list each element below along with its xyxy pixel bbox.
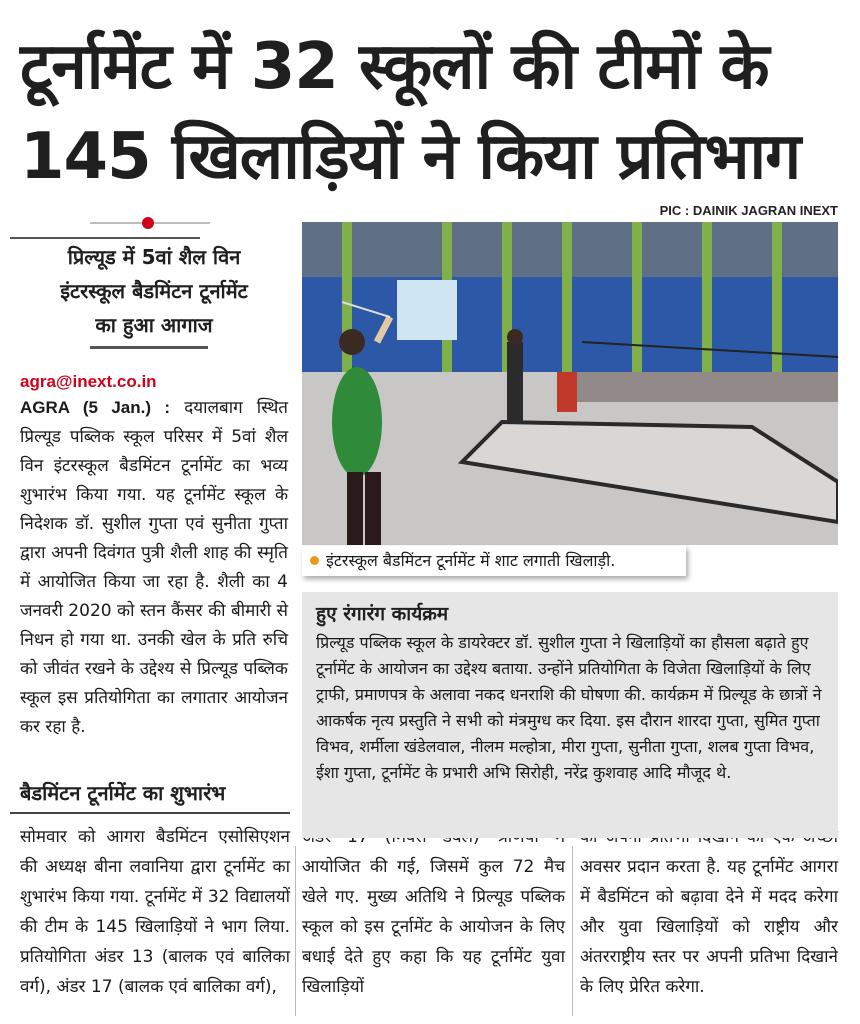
subheadline — [20, 240, 288, 342]
intro-text: दयालबाग स्थित प्रिल्यूड पब्लिक स्कूल परिसर में 5वां शैल विन इंटरस्कूल बैडमिंटन टूर्नामेंट का भव्य शुभारंभ किया गया. यह टूर्नामेंट स्कूल के निदेशक डॉ. सुशील गुप्ता एवं सुनीता गुप्ता द्वारा अपनी दिवंगत पुत्री शैली शाह की स्मृति में आयोजित किया जा रहा है. शैली का 4 जनवरी 2020 को स्तन कैंसर की बीमारी से निधन हो गया था. उनकी खेल के प्रति रुचि को जीवंत रखने के उद्देश्य से प्रिल्यूड पब्लिक स्कूल इस प्रतियोगिता का लगातार आयोजन कर रहा है. — [20, 398, 288, 737]
column-divider — [295, 846, 296, 1016]
bullet-icon — [310, 556, 319, 565]
events-box — [302, 592, 838, 838]
red-dot-icon — [142, 217, 154, 229]
events-box-title: हुए रंगारंग कार्यक्रम — [316, 603, 449, 625]
email-link[interactable]: agra@inext.co.in — [20, 372, 157, 391]
headline-line-1: टूर्नामेंट में 32 स्कूलों की टीमों के — [20, 30, 769, 104]
column-divider — [572, 846, 573, 1016]
body-column-1: सोमवार को आगरा बैडमिंटन एसोसिएशन की अध्यक्ष बीना लवानिया द्वारा टूर्नामेंट का शुभारंभ किया गया. टूर्नामेंट में 32 विद्यालयों की टीम के 145 खिलाड़ियों ने भाग लिया. प्रतियोगिता अंडर 13 (बालक एवं बालिका वर्ग), अंडर 17 (बालक एवं बालिका वर्ग), — [20, 827, 290, 997]
events-box-text: प्रिल्यूड पब्लिक स्कूल के डायरेक्टर डॉ. सुशील गुप्ता ने खिलाड़ियों का हौसला बढ़ाते हुए टूर्नामेंट के आयोजन का उद्देश्य बताया. उन्होंने प्रतियोगिता के विजेता खिलाड़ियों के लिए ट्राफी, प्रमाणपत्र के अलावा नकद धनराशि की घोषणा की. कार्यक्रम में प्रिल्यूड के छात्रों ने आकर्षक नृत्य प्रस्तुति ने सभी को मंत्रमुग्ध कर दिया. इस दौरान शारदा गुप्ता, सुमित गुप्ता विभव, शर्मीला खंडेलवाल, नीलम मल्होत्रा, मीरा गुप्ता, सुनीता गुप्ता, शलब गुप्ता विभव, ईशा गुप्ता, टूर्नामेंट के प्रभारी अभि सिरोही, नरेंद्र कुशवाह आदि मौजूद थे. — [316, 633, 822, 782]
badminton-photo — [302, 222, 838, 545]
section-heading: बैडमिंटन टूर्नामेंट का शुभारंभ — [20, 781, 226, 805]
photo-caption — [302, 546, 686, 576]
subheadline-line-2: इंटरस्कूल बैडमिंटन टूर्नामेंट — [60, 279, 248, 303]
photo-credit: PIC : DAINIK JAGRAN INEXT — [659, 203, 838, 218]
body-column-3: अवसर प्रदान करता है. यह टूर्नामेंट आगरा में बैडमिंटन को बढ़ावा देने में मदद करेगा और युवा खिलाड़ियों को राष्ट्रीय और अंतरराष्ट्रीय स्तर पर अपनी प्रतिभा दिखाने के लिए प्रेरित करेगा. — [580, 857, 838, 997]
body-column-2: आयोजित की गई, जिसमें कुल 72 मैच खेले गए. मुख्य अतिथि ने प्रिल्यूड पब्लिक स्कूल को इस टूर्नामेंट के आयोजन के लिए बधाई देते हुए कहा कि यह टूर्नामेंट युवा खिलाड़ियों — [302, 857, 565, 997]
subheadline-bottom-rule — [90, 346, 208, 349]
subheadline-top-rule — [10, 237, 200, 239]
separator-rule — [90, 222, 210, 224]
subheadline-line-1: प्रिल्यूड में 5वां शैल विन — [67, 245, 241, 269]
headline-line-2: 145 खिलाड़ियों ने किया प्रतिभाग — [20, 120, 801, 194]
photo-caption-text: इंटरस्कूल बैडमिंटन टूर्नामेंट में शाट लगाती खिलाड़ी. — [326, 551, 616, 570]
dateline: AGRA (5 Jan.) : — [20, 398, 171, 417]
badminton-photo-image — [302, 222, 838, 545]
headline — [20, 22, 840, 202]
section-rule — [10, 812, 290, 814]
subheadline-line-3: का हुआ आगाज — [95, 313, 213, 337]
intro-article — [20, 393, 288, 742]
